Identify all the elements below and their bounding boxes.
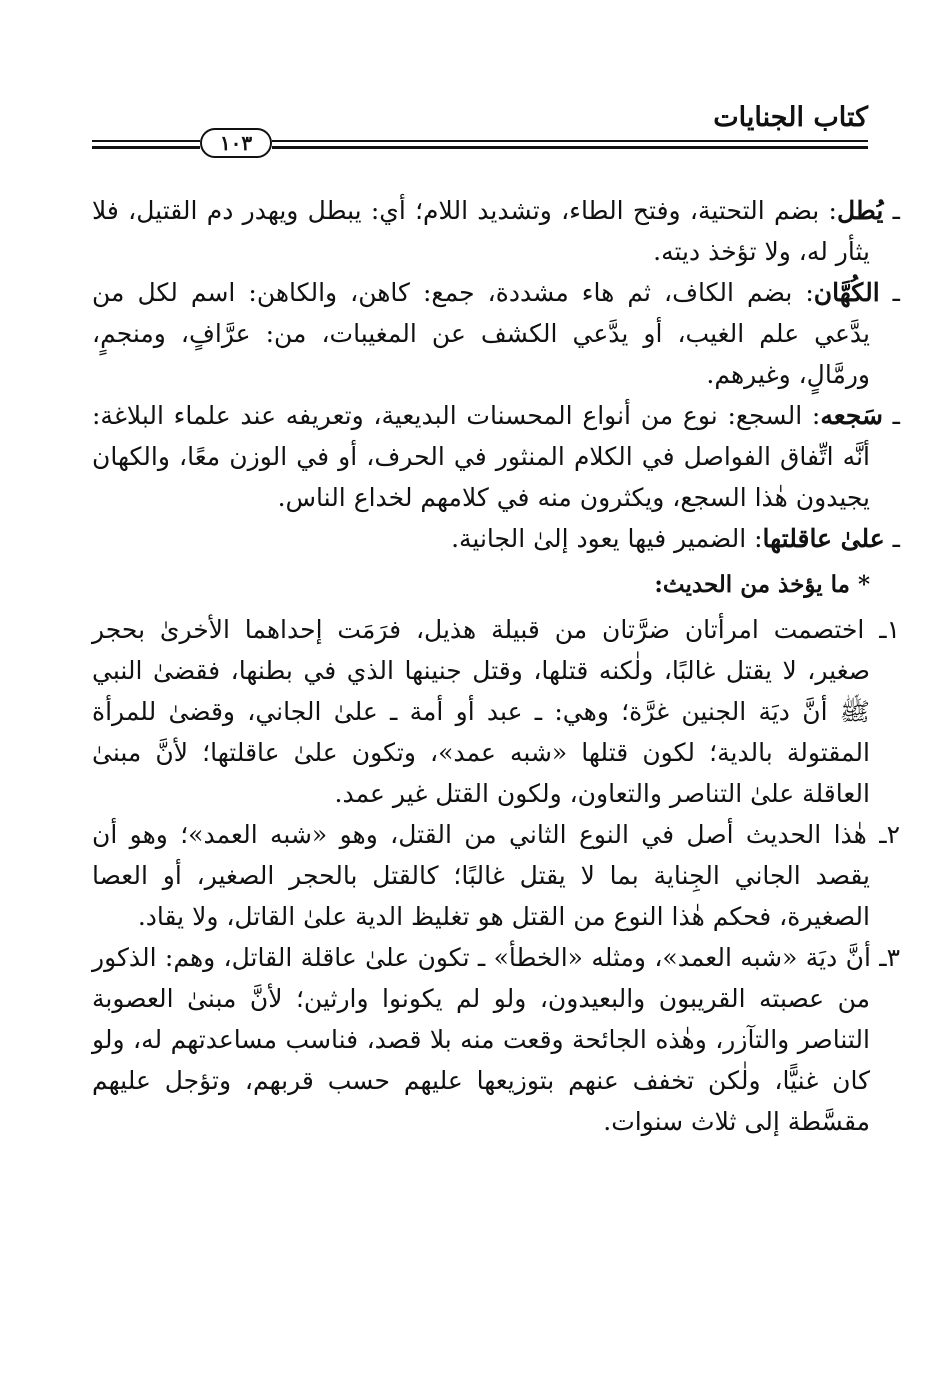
glossary-entry [92,395,900,518]
page-header [92,98,868,168]
point-number: ٣ـ [879,943,900,972]
point-text: هٰذا الحديث أصل في النوع الثاني من القتل، وهو «شبه العمد»؛ وهو أن يقصد الجاني الجِناية بما لا يقتل غالبًا؛ كالقتل بالحجر الصغير، أو العصا الصغيرة، فحكم هٰذا النوع من القتل هو تغليظ الدية علىٰ القاتل، ولا يقاد. [92,820,870,931]
glossary-entry [92,272,900,395]
glossary-term: سَجعه [820,401,883,430]
section-heading: * ما يؤخذ من الحديث: [654,571,870,598]
header-rule-top-left [92,140,200,142]
numbered-point [92,814,900,937]
page-content [92,190,900,1142]
header-rule-top-right [272,140,868,142]
header-rule-bottom-left [92,146,200,149]
glossary-entry [92,518,900,559]
glossary-entry [92,190,900,272]
glossary-definition: : بضم الكاف، ثم هاء مشددة، جمع: كاهن، والكاهن: اسم لكل من يدَّعي علم الغيب، أو يدَّعي الكشف عن المغيبات، من: عرَّافٍ، ومنجمٍ، ورمَّالٍ، وغيرهم. [92,278,870,389]
glossary-definition: : السجع: نوع من أنواع المحسنات البديعية، وتعريفه عند علماء البلاغة: أنَّه اتِّفاق الفواصل في الكلام المنثور في الحرف، أو في الوزن معًا، والكهان يجيدون هٰذا السجع، ويكثرون منه في كلامهم لخداع الناس. [92,401,870,512]
point-text: أنَّ ديَة «شبه العمد»، ومثله «الخطأ» ـ تكون علىٰ عاقلة القاتل، وهم: الذكور من عصبته القريبون والبعيدون، ولو لم يكونوا وارثين؛ لأنَّ مبنىٰ العصوبة التناصر والتآزر، وهٰذه الجائحة وقعت منه بلا قصد، فناسب مساعدتهم له، ولو كان غنيًّا، ولٰكن تخفف عنهم بتوزيعها عليهم حسب قربهم، وتؤجل عليهم مقسَّطة إلى ثلاث سنوات. [92,943,871,1136]
point-text: اختصمت امرأتان ضرَّتان من قبيلة هذيل، فرَمَت إحداهما الأخرىٰ بحجر صغير، لا يقتل غالبًا، ولٰكنه قتلها، وقتل جنينها الذي في بطنها، فقضىٰ النبي ﷺ أنَّ ديَة الجنين غرَّة؛ وهي: ـ عبد أو أمة ـ علىٰ الجاني، وقضىٰ للمرأة المقتولة بالدية؛ لكون قتلها «شبه عمد»، وتكون علىٰ عاقلتها؛ لأنَّ مبنىٰ العاقلة علىٰ التناصر والتعاون، ولكون القتل غير عمد. [92,615,870,808]
entry-dash: ـ [882,401,900,430]
glossary-term: الكُهَّان [813,278,880,307]
numbered-point [92,609,900,814]
point-number: ٢ـ [879,820,900,849]
header-rule-bottom-right [272,146,868,149]
glossary-definition: : الضمير فيها يعود إلىٰ الجانية. [451,524,763,553]
entry-dash: ـ [884,524,900,553]
book-title: كتاب الجنايات [713,102,868,133]
point-number: ١ـ [879,615,900,644]
page-number: ١٠٣ [200,128,272,158]
entry-dash: ـ [883,196,900,225]
numbered-point [92,937,900,1142]
glossary-term: علىٰ عاقلتها [762,524,885,553]
entry-dash: ـ [879,278,900,307]
glossary-term: يُطل [836,196,884,225]
glossary-definition: : بضم التحتية، وفتح الطاء، وتشديد اللام؛ أي: يبطل ويهدر دم القتيل، فلا يثأر له، ولا تؤخذ ديته. [92,196,870,266]
